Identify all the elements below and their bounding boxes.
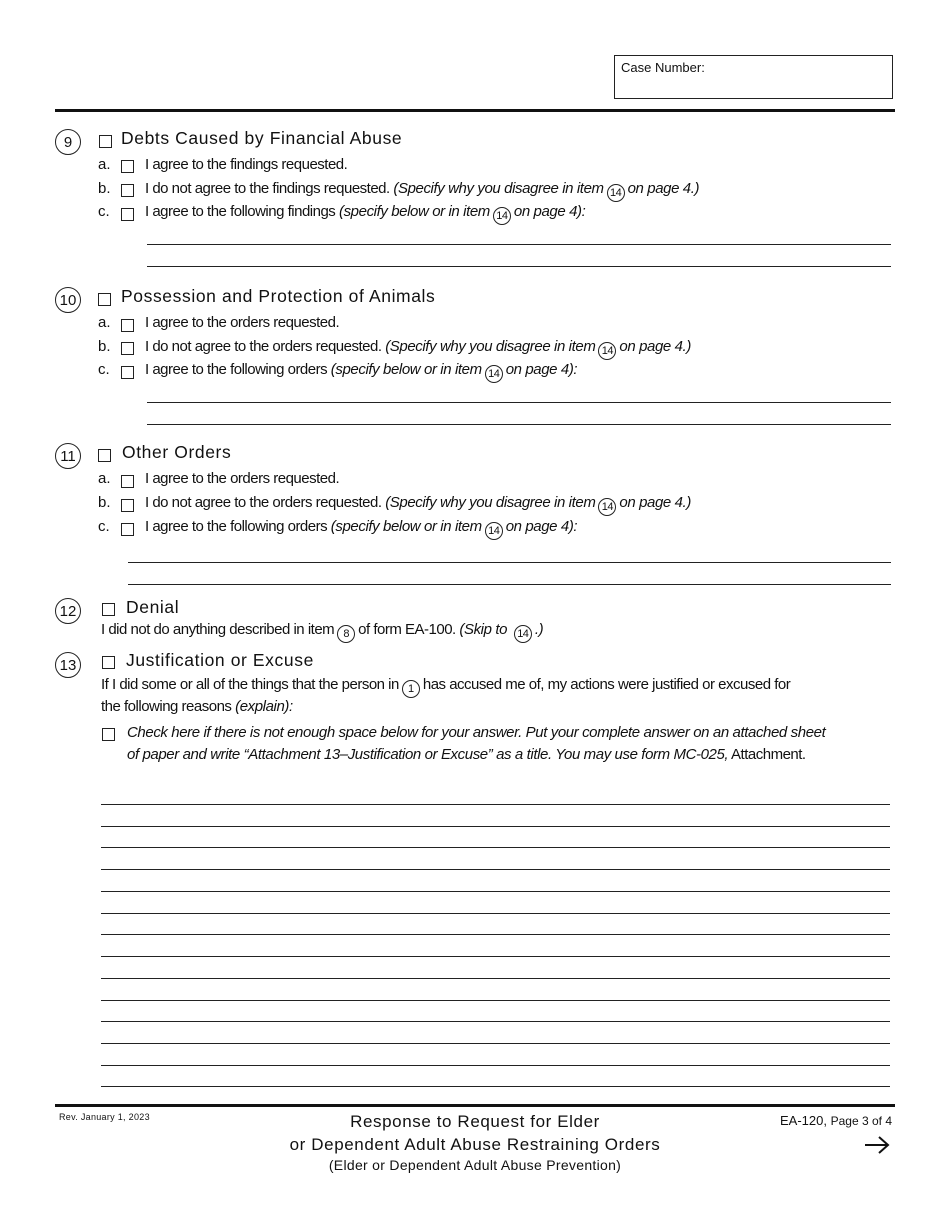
- case-number-field[interactable]: [614, 55, 893, 99]
- item-13-text-line2: the following reasons (explain):: [101, 698, 293, 715]
- item-10c-letter: c.: [98, 361, 110, 378]
- item-11a-checkbox[interactable]: [121, 475, 134, 488]
- item-11c-letter: c.: [98, 518, 110, 535]
- item-9a-letter: a.: [98, 156, 111, 173]
- ref-14-icon: 14: [598, 342, 616, 360]
- header-rule: [55, 109, 895, 112]
- case-number-label: Case Number:: [621, 60, 705, 75]
- item-11b-letter: b.: [98, 494, 111, 511]
- form-number: EA-120,: [780, 1113, 827, 1128]
- item-13-answer-line[interactable]: [101, 891, 890, 892]
- item-13-answer-line[interactable]: [101, 934, 890, 935]
- item-9c-letter: c.: [98, 203, 110, 220]
- item-9c-line: [145, 203, 585, 225]
- item-13-answer-line[interactable]: [101, 1000, 890, 1001]
- item-13-answer-line[interactable]: [101, 826, 890, 827]
- item-9c-checkbox[interactable]: [121, 208, 134, 221]
- item-11c-note: (specify below or in item 14 on page 4):: [331, 518, 577, 535]
- item-10c-line: [145, 361, 577, 383]
- item-9-answer-line[interactable]: [147, 244, 891, 245]
- form-id: [760, 1113, 892, 1128]
- item-number-9: 9: [55, 129, 81, 155]
- ref-8-icon: 8: [337, 625, 355, 643]
- attachment-note-line1: Check here if there is not enough space below for your answer. Put your complete answer on an attached sheet: [127, 724, 826, 741]
- item-13-text-line1: If I did some or all of the things that the person in 1 has accused me of, my actions were justified or excused for: [101, 676, 790, 698]
- item-13-answer-line[interactable]: [101, 1021, 890, 1022]
- item-11-answer-line[interactable]: [128, 584, 891, 585]
- ref-14-icon: 14: [485, 365, 503, 383]
- item-10-answer-line[interactable]: [147, 402, 891, 403]
- item-10c-checkbox[interactable]: [121, 366, 134, 379]
- item-9b-checkbox[interactable]: [121, 184, 134, 197]
- item-10b-line: [145, 338, 691, 360]
- item-number-13: 13: [55, 652, 81, 678]
- item-11b-note: (Specify why you disagree in item 14 on page 4.): [385, 494, 691, 511]
- item-9-title: Debts Caused by Financial Abuse: [121, 128, 403, 148]
- item-number-10: 10: [55, 287, 81, 313]
- item-13-checkbox[interactable]: [102, 656, 115, 669]
- item-10b-letter: b.: [98, 338, 111, 355]
- item-9-checkbox[interactable]: [99, 135, 112, 148]
- item-13-title: Justification or Excuse: [126, 650, 314, 670]
- ref-14-icon: 14: [485, 522, 503, 540]
- item-13-answer-line[interactable]: [101, 1043, 890, 1044]
- item-11b-checkbox[interactable]: [121, 499, 134, 512]
- item-11b-line: [145, 494, 691, 516]
- item-11c-line: [145, 518, 577, 540]
- item-12-text: I did not do anything described in item 8 of form EA-100. (Skip to 14 .): [101, 621, 543, 643]
- item-13-answer-line[interactable]: [101, 1086, 890, 1087]
- item-10b-checkbox[interactable]: [121, 342, 134, 355]
- item-10c-text: I agree to the following orders: [145, 361, 328, 378]
- ref-1-icon: 1: [402, 680, 420, 698]
- item-10b-note: (Specify why you disagree in item 14 on page 4.): [385, 338, 691, 355]
- item-12-title: Denial: [126, 597, 180, 617]
- item-10-answer-line[interactable]: [147, 424, 891, 425]
- item-9b-text: I do not agree to the findings requested.: [145, 180, 390, 197]
- item-13-answer-line[interactable]: [101, 978, 890, 979]
- ref-14-icon: 14: [493, 207, 511, 225]
- item-10a-checkbox[interactable]: [121, 319, 134, 332]
- item-11a-letter: a.: [98, 470, 111, 487]
- item-11a-text: I agree to the orders requested.: [145, 470, 340, 487]
- form-title-line2: or Dependent Adult Abuse Restraining Orders: [289, 1135, 661, 1154]
- item-11-title: Other Orders: [122, 442, 232, 462]
- item-13-answer-line[interactable]: [101, 956, 890, 957]
- item-9b-note: (Specify why you disagree in item 14 on page 4.): [393, 180, 699, 197]
- item-10-checkbox[interactable]: [98, 293, 111, 306]
- form-title-line1: Response to Request for Elder: [350, 1112, 600, 1131]
- attachment-note-line2: of paper and write “Attachment 13–Justification or Excuse” as a title. You may use form MC-025, Attachment.: [127, 746, 806, 763]
- page-number: Page 3 of 4: [830, 1114, 892, 1128]
- item-13-answer-line[interactable]: [101, 869, 890, 870]
- item-10b-text: I do not agree to the orders requested.: [145, 338, 382, 355]
- item-number-12: 12: [55, 598, 81, 624]
- item-12-skip-note: (Skip to 14 .): [459, 621, 543, 638]
- item-10a-letter: a.: [98, 314, 111, 331]
- footer-rule: [55, 1104, 895, 1107]
- item-11c-checkbox[interactable]: [121, 523, 134, 536]
- item-13-answer-line[interactable]: [101, 913, 890, 914]
- ref-14-icon: 14: [607, 184, 625, 202]
- right-arrow-icon[interactable]: [862, 1133, 892, 1157]
- revision-date: Rev. January 1, 2023: [59, 1112, 150, 1122]
- item-13-answer-line[interactable]: [101, 847, 890, 848]
- item-9a-text: I agree to the findings requested.: [145, 156, 348, 173]
- item-11-checkbox[interactable]: [98, 449, 111, 462]
- attachment-checkbox[interactable]: [102, 728, 115, 741]
- item-9c-text: I agree to the following findings: [145, 203, 336, 220]
- ref-14-icon: 14: [514, 625, 532, 643]
- item-9b-line: [145, 180, 699, 202]
- item-10c-note: (specify below or in item 14 on page 4):: [331, 361, 577, 378]
- item-12-checkbox[interactable]: [102, 603, 115, 616]
- item-9b-letter: b.: [98, 180, 111, 197]
- item-10-title: Possession and Protection of Animals: [121, 286, 436, 306]
- item-13-answer-line[interactable]: [101, 804, 890, 805]
- item-13-answer-line[interactable]: [101, 1065, 890, 1066]
- item-11-answer-line[interactable]: [128, 562, 891, 563]
- ref-14-icon: 14: [598, 498, 616, 516]
- item-11b-text: I do not agree to the orders requested.: [145, 494, 382, 511]
- item-number-11: 11: [55, 443, 81, 469]
- item-9a-checkbox[interactable]: [121, 160, 134, 173]
- item-10a-text: I agree to the orders requested.: [145, 314, 340, 331]
- form-subtitle: (Elder or Dependent Adult Abuse Prevention): [328, 1157, 622, 1173]
- item-9-answer-line[interactable]: [147, 266, 891, 267]
- item-11c-text: I agree to the following orders: [145, 518, 328, 535]
- item-9c-note: (specify below or in item 14 on page 4):: [339, 203, 585, 220]
